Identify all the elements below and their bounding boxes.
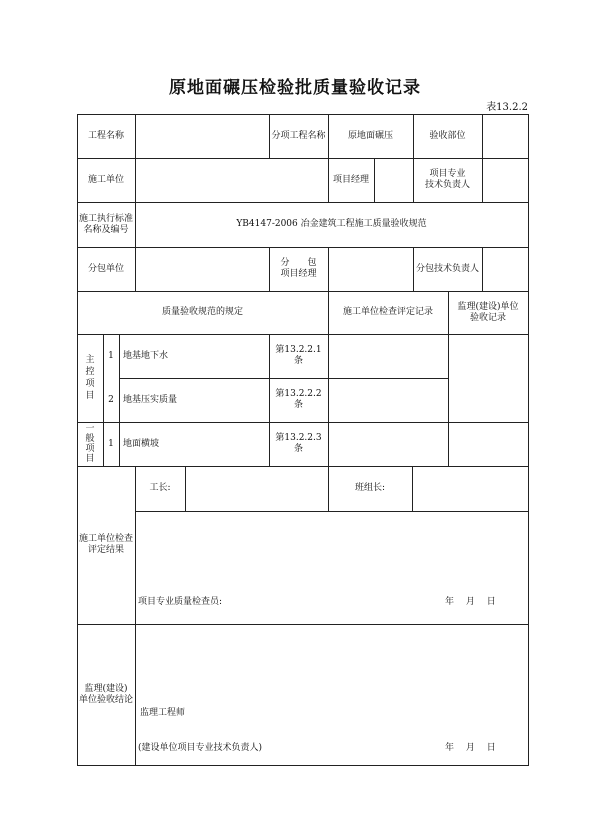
project-name-field[interactable] bbox=[135, 114, 269, 158]
sub-manager-label: 分 包 项目经理 bbox=[280, 258, 317, 279]
form-title: 原地面碾压检验批质量验收记录 bbox=[169, 78, 421, 98]
subcontractor-label: 分包单位 bbox=[87, 263, 124, 274]
subcontractor-field[interactable] bbox=[135, 247, 269, 291]
acceptance-part-label: 验收部位 bbox=[429, 130, 466, 141]
contractor-result-label: 施工单位检查 评定结果 bbox=[78, 534, 133, 555]
team-leader-label: 班组长: bbox=[354, 483, 386, 493]
supervising-engineer-label: 监理工程师 bbox=[140, 707, 186, 718]
tech-lead-label: 项目专业 技术负责人 bbox=[424, 169, 470, 190]
sub-manager-field[interactable] bbox=[328, 247, 413, 291]
general-item-1-no: 1 bbox=[108, 438, 114, 449]
general-item-1-accept[interactable] bbox=[448, 422, 528, 466]
project-name-label: 工程名称 bbox=[87, 130, 124, 141]
main-item-2-clause: 第13.2.2.2 条 bbox=[275, 389, 322, 410]
standard-value[interactable]: YB4147-2006 冶金建筑工程施工质量验收规范 bbox=[236, 219, 427, 229]
contractor-date-label: 年 月 日 bbox=[445, 596, 496, 607]
sub-tech-lead-field[interactable] bbox=[482, 247, 528, 291]
contractor-check-header: 施工单位检查评定记录 bbox=[342, 307, 433, 317]
sub-project-value[interactable]: 原地面碾压 bbox=[347, 130, 393, 141]
main-item-2-no: 2 bbox=[108, 394, 114, 405]
project-manager-field[interactable] bbox=[374, 158, 413, 202]
main-item-2-name: 地基压实质量 bbox=[123, 394, 178, 405]
construction-unit-label: 施工单位 bbox=[87, 174, 124, 185]
general-item-1-clause: 第13.2.2.3 条 bbox=[275, 433, 322, 454]
sub-project-label: 分项工程名称 bbox=[271, 130, 326, 141]
foreman-field[interactable] bbox=[185, 466, 328, 511]
general-item-1-name: 地面横坡 bbox=[123, 438, 160, 449]
construction-unit-field[interactable] bbox=[135, 158, 328, 202]
spec-column-header: 质量验收规范的规定 bbox=[161, 307, 243, 317]
main-items-accept[interactable] bbox=[448, 334, 528, 422]
main-items-group-label: 主 控 项 目 bbox=[85, 355, 95, 401]
quality-inspector-label: 项目专业质量检查员: bbox=[138, 596, 223, 607]
owner-tech-lead-label: (建设单位项目专业技术负责人) bbox=[138, 742, 263, 753]
main-item-1-no: 1 bbox=[108, 350, 114, 361]
main-item-1-clause: 第13.2.2.1 条 bbox=[275, 345, 322, 366]
project-manager-label: 项目经理 bbox=[332, 174, 369, 185]
form-text-layer bbox=[77, 114, 529, 766]
general-item-1-check[interactable] bbox=[328, 422, 448, 466]
foreman-label: 工长: bbox=[149, 483, 171, 493]
supervisor-accept-header: 监理(建设)单位 验收记录 bbox=[457, 301, 519, 323]
acceptance-part-field[interactable] bbox=[482, 114, 528, 158]
main-item-1-check[interactable] bbox=[328, 334, 448, 378]
sub-tech-lead-label: 分包技术负责人 bbox=[415, 263, 479, 274]
main-item-2-check[interactable] bbox=[328, 378, 448, 422]
team-leader-field[interactable] bbox=[412, 466, 528, 511]
tech-lead-field[interactable] bbox=[482, 158, 528, 202]
general-items-group-label: 一 般 项 目 bbox=[85, 424, 95, 464]
supervisor-result-label: 监理(建设) 单位验收结论 bbox=[78, 683, 133, 705]
standard-label: 施工执行标准 名称及编号 bbox=[78, 213, 133, 235]
main-item-1-name: 地基地下水 bbox=[123, 350, 169, 361]
supervisor-date-label: 年 月 日 bbox=[445, 742, 496, 753]
table-code: 表13.2.2 bbox=[486, 102, 528, 113]
